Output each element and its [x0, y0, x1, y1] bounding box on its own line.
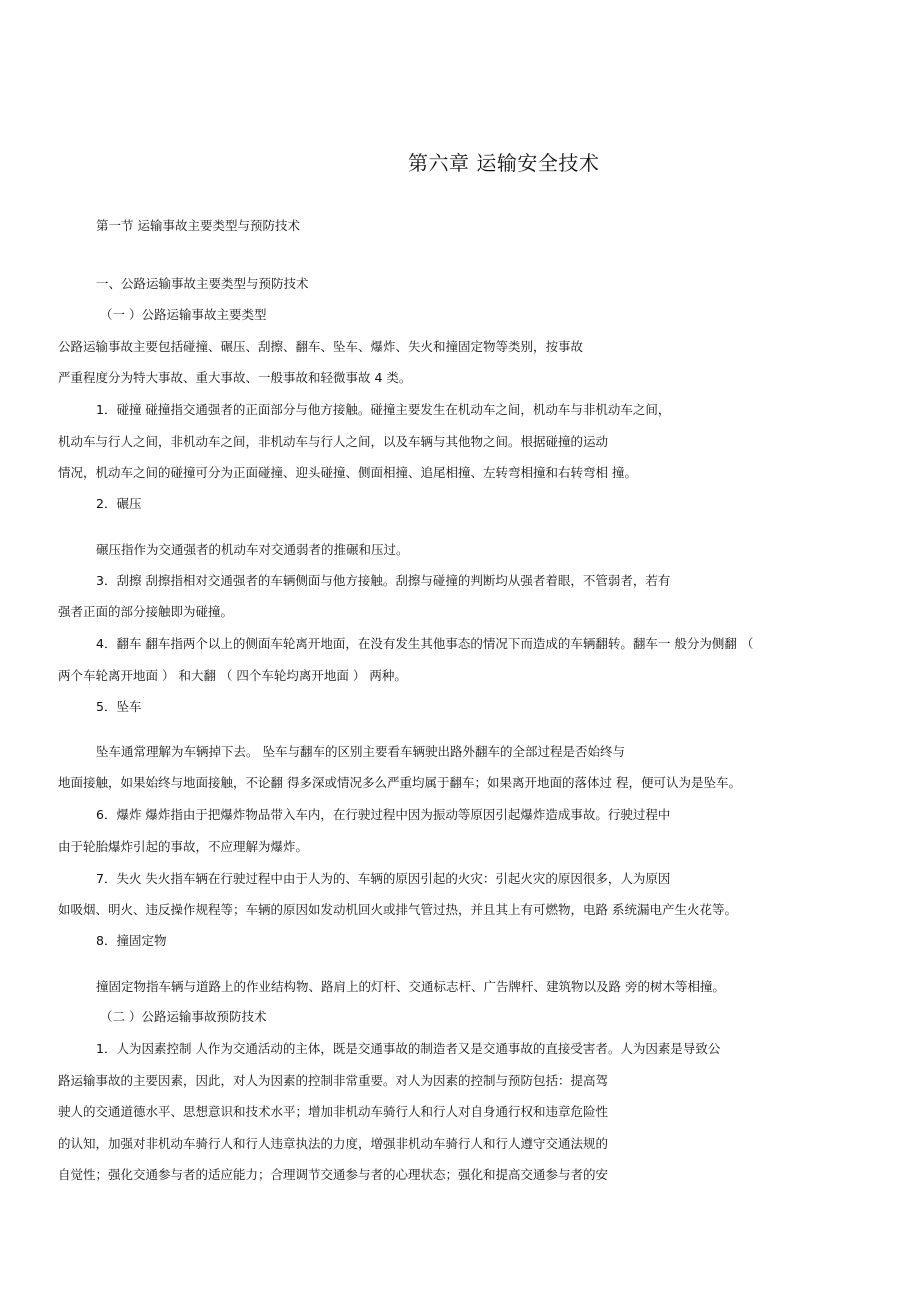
- paragraph-line: 坠车通常理解为车辆掉下去。 坠车与翻车的区别主要看车辆驶出路外翻车的全部过程是否始终与: [96, 744, 625, 759]
- heading-1: 一、公路运输事故主要类型与预防技术: [96, 276, 309, 291]
- subheading-1: （一 ）公路运输事故主要类型: [100, 307, 267, 322]
- paragraph-line: 机动车与行人之间，非机动车之间，非机动车与行人之间，以及车辆与其他物之间。根据碰撞的运动: [58, 434, 609, 449]
- paragraph-line: 强者正面的部分接触即为碰撞。: [58, 604, 234, 619]
- paragraph-line: 严重程度分为特大事故、重大事故、一般事故和轻微事故 4 类。: [58, 370, 412, 385]
- paragraph-line: 自觉性；强化交通参与者的适应能力；合理调节交通参与者的心理状态；强化和提高交通参与者的安: [58, 1167, 609, 1182]
- paragraph-line: 驶人的交通道德水平、思想意识和技术水平；增加非机动车骑行人和行人对自身通行权和违章危险性: [58, 1104, 609, 1119]
- item-heading: 5．坠车: [96, 699, 142, 714]
- paragraph-line: 路运输事故的主要因素，因此，对人为因素的控制非常重要。对人为因素的控制与预防包括：提高驾: [58, 1073, 609, 1088]
- item-heading: 8．撞固定物: [96, 933, 167, 948]
- paragraph-line: 1．碰撞 碰撞指交通强者的正面部分与他方接触。碰撞主要发生在机动车之间，机动车与非机动车之间，: [96, 402, 671, 417]
- paragraph-line: 7．失火 失火指车辆在行驶过程中由于人为的、车辆的原因引起的火灾：引起火灾的原因很多，人为原因: [96, 871, 671, 886]
- paragraph-line: 情况，机动车之间的碰撞可分为正面碰撞、迎头碰撞、侧面相撞、追尾相撞、左转弯相撞和右转弯相 撞。: [58, 465, 637, 480]
- chapter-title: 第六章 运输安全技术: [408, 151, 600, 175]
- paragraph-line: 撞固定物指车辆与道路上的作业结构物、路肩上的灯杆、交通标志杆、广告牌杆、建筑物以及路 旁的树木等相撞。: [96, 979, 725, 994]
- paragraph-line: 的认知，加强对非机动车骑行人和行人违章执法的力度，增强非机动车骑行人和行人遵守交通法规的: [58, 1136, 609, 1151]
- paragraph-line: 公路运输事故主要包括碰撞、碾压、刮擦、翻车、坠车、爆炸、失火和撞固定物等类别，按事故: [58, 339, 584, 354]
- paragraph-line: 碾压指作为交通强者的机动车对交通弱者的推碾和压过。: [96, 542, 409, 557]
- paragraph-line: 4．翻车 翻车指两个以上的侧面车轮离开地面，在没有发生其他事态的情况下而造成的车辆翻转。翻车一 般分为侧翻 （: [96, 636, 754, 651]
- section-title: 第一节 运输事故主要类型与预防技术: [96, 218, 300, 233]
- paragraph-line: 由于轮胎爆炸引起的事故，不应理解为爆炸。: [58, 839, 309, 854]
- paragraph-line: 如吸烟、明火、违反操作规程等；车辆的原因如发动机回火或排气管过热，并且其上有可燃物，电路 系统漏电产生火花等。: [58, 902, 737, 917]
- paragraph-line: 1．人为因素控制 人作为交通活动的主体，既是交通事故的制造者又是交通事故的直接受害者。人为因素是导致公: [96, 1041, 721, 1056]
- paragraph-line: 3．刮擦 刮擦指相对交通强者的车辆侧面与他方接触。刮擦与碰撞的判断均从强者着眼，不管弱者，若有: [96, 573, 671, 588]
- item-heading: 2．碾压: [96, 496, 142, 511]
- paragraph-line: 6．爆炸 爆炸指由于把爆炸物品带入车内，在行驶过程中因为振动等原因引起爆炸造成事故。行驶过程中: [96, 807, 671, 822]
- paragraph-line: 两个车轮离开地面 ） 和大翻 （ 四个车轮均离开地面 ） 两种。: [58, 668, 407, 683]
- subheading-2: （二 ）公路运输事故预防技术: [100, 1009, 267, 1024]
- paragraph-line: 地面接触，如果始终与地面接触，不论翻 得多深或情况多么严重均属于翻车；如果离开地面的落体过 程，便可认为是坠车。: [58, 775, 741, 790]
